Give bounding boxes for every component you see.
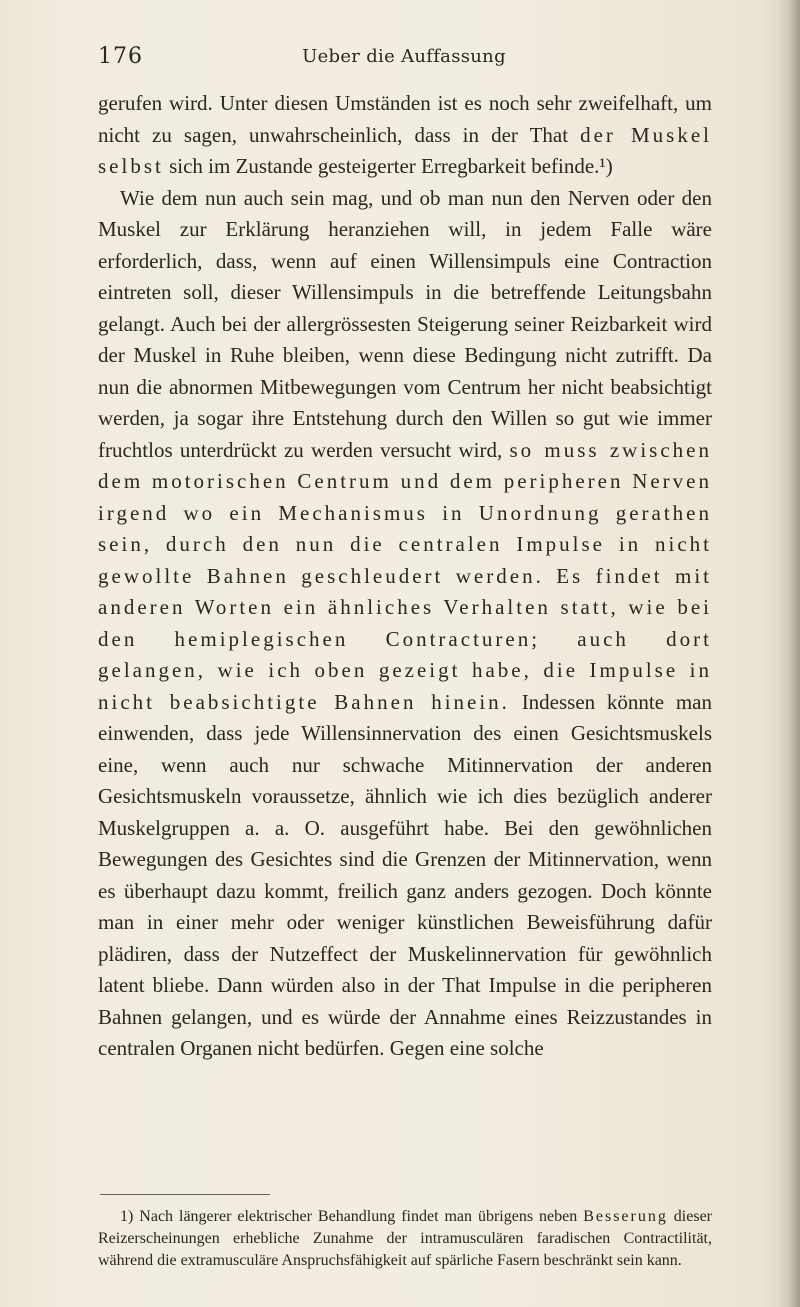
page-number: 176 [98, 44, 143, 69]
main-text [98, 88, 712, 1065]
footnote-1 [98, 1206, 712, 1272]
footnote-divider [100, 1194, 270, 1195]
page-header [98, 44, 710, 74]
paragraph-2 [98, 183, 712, 1065]
running-head: Ueber die Auffassung [302, 46, 506, 67]
paragraph-2-text-a: Wie dem nun auch sein mag, und ob man nun den Nerven oder den Muskel zur Erklärung heranziehen will, in jedem Falle wäre erforderlich, dass, wenn auf einen Willensimpuls eine Contraction eintreten soll, dieser Willensimpuls in die betreffende Leitungsbahn gelangt. Auch bei der allergrössesten Steigerung seiner Reizbarkeit wird der Muskel in Ruhe bleiben, wenn diese Bedingung nicht zutrifft. Da nun die abnormen Mitbewegungen vom Centrum her nicht beabsichtigt werden, ja sogar ihre Entstehung durch den Willen so gut wie immer fruchtlos unterdrückt zu werden versucht wird, [98, 185, 712, 462]
paragraph-2-text-b: Indessen könnte man einwenden, dass jede Willensinnervation des einen Gesichtsmuskels eine, wenn auch nur schwache Mitinnervation der anderen Gesichtsmuskeln voraussetze, ähnlich wie ich dies bezüglich anderer Muskelgruppen a. a. O. ausgeführt habe. Bei den gewöhnlichen Bewegungen des Gesichtes sind die Grenzen der Mitinnervation, wenn es überhaupt dazu kommt, freilich ganz anders gezogen. Doch könnte man in einer mehr oder weniger künstlichen Beweisführung dafür plädiren, dass der Nutzeffect der Muskelinnervation für gewöhnlich latent bliebe. Dann würden also in der That Impulse in die peripheren Bahnen gelangen, und es würde der Annahme eines Reizzustandes in centralen Organen nicht bedürfen. Gegen eine solche [98, 689, 712, 1060]
paragraph-1-text-a: gerufen wird. Unter diesen Umständen ist es noch sehr zweifelhaft, um nicht zu sagen, unwahrscheinlich, dass in der That [98, 91, 712, 147]
paragraph-1-text-b: sich im Zustande gesteigerter Erregbarkeit befinde.¹) [163, 154, 613, 178]
footnote-emphasis: Besserung [583, 1208, 668, 1225]
page-gutter-shadow [778, 0, 800, 1307]
paragraph-2-emphasis: so muss zwischen dem motorischen Centrum und dem peripheren Nerven irgend wo ein Mechanismus in Unordnung gerathen sein, durch den nun die centralen Impulse in nicht gewollte Bahnen geschleudert werden. Es findet mit anderen Worten ein ähnliches Verhalten statt, wie bei den hemiplegischen Contracturen; auch dort gelangen, wie ich oben gezeigt habe, die Impulse in nicht beabsichtigte Bahnen hinein. [98, 437, 712, 714]
paragraph-1 [98, 88, 712, 183]
footnote-text-a: 1) Nach längerer elektrischer Behandlung findet man übrigens neben [120, 1208, 584, 1225]
paragraph-1-emphasis: der Muskel selbst [98, 122, 712, 178]
footnote [98, 1206, 712, 1272]
footnote-text-b: dieser Reizerscheinungen erhebliche Zunahme der intramusculären faradischen Contractilität, während die extramusculäre Anspruchsfähigkeit auf spärliche Fasern beschränkt sein kann. [98, 1208, 712, 1269]
